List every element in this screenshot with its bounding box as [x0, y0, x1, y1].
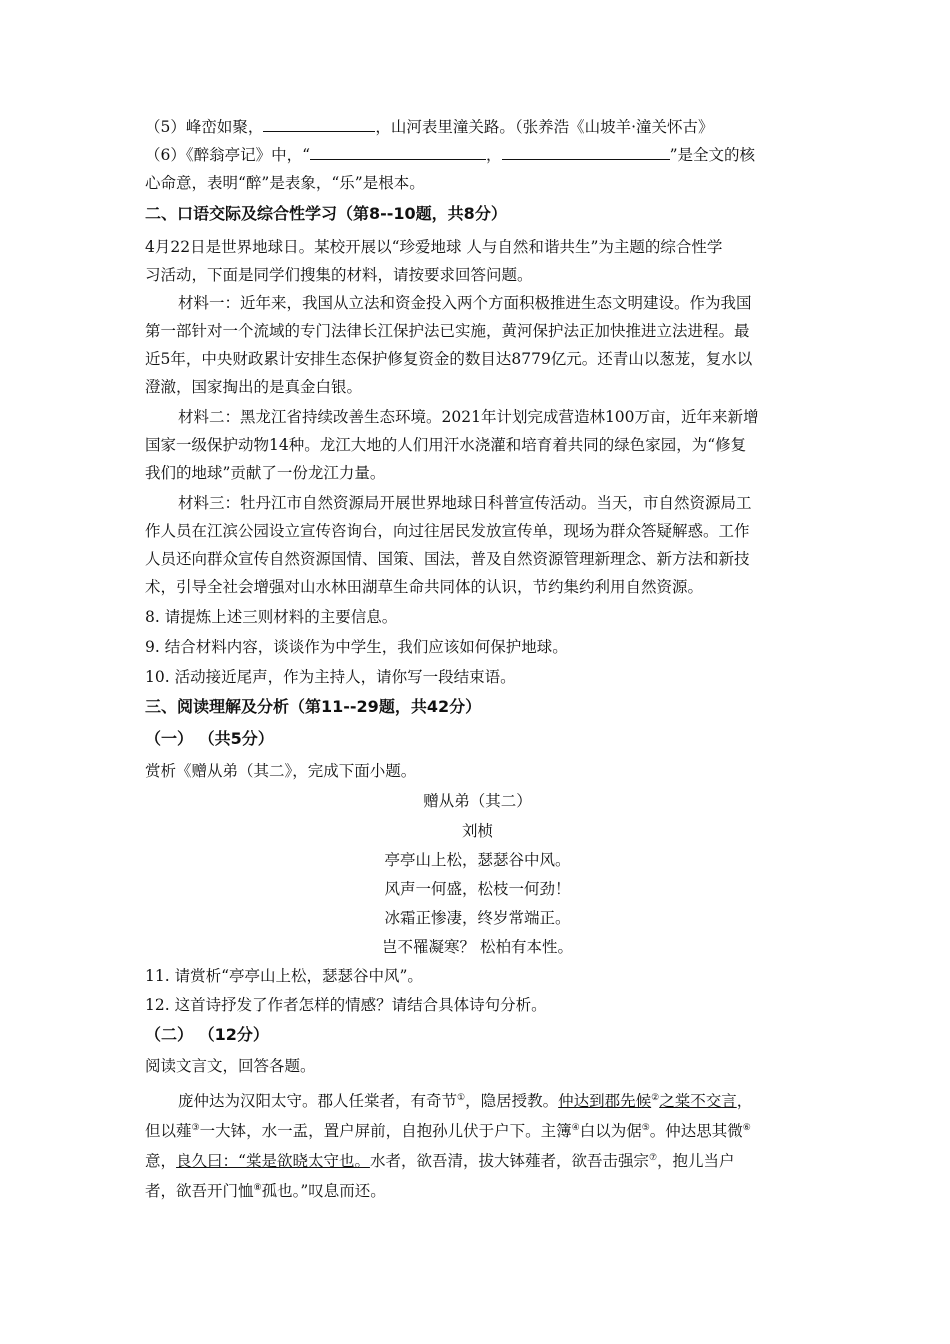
- material-1-line-2: 第一部针对一个流域的专门法律长江保护法已实施，黄河保护法正加快推进立法进程。最: [145, 322, 750, 340]
- part-1-intro: 赏析《赠从弟（其二》，完成下面小题。: [145, 762, 417, 780]
- fill-blank-q5: [145, 113, 810, 141]
- q5-blank[interactable]: [263, 113, 375, 132]
- material-1-line-3: 近5年，中央财政累计安排生态保护修复资金的数目达8779亿元。还青山以葱茏，复水以: [145, 350, 753, 368]
- note-4: ④: [571, 1123, 580, 1133]
- q5-suffix: ，山河表里潼关路。（张养浩《山坡羊·潼关怀古》: [375, 118, 714, 136]
- note-3: ③: [191, 1123, 200, 1133]
- section-2-intro-1: 4月22日是世界地球日。某校开展以“珍爱地球 人与自然和谐共生”为主题的综合性学: [145, 238, 723, 256]
- note-2: ②: [651, 1093, 660, 1103]
- poem-line-2: 风声一何盛，松枝一何劲！: [384, 880, 571, 898]
- q6-prefix: （6）《醉翁亭记》中，“: [145, 146, 311, 164]
- poem-title: 赠从弟（其二）: [423, 792, 532, 810]
- material-1-line-1: 材料一：近年来，我国从立法和资金投入两个方面积极推进生态文明建设。作为我国: [178, 294, 752, 312]
- poem-line-4: 岂不罹凝寒？ 松柏有本性。: [382, 938, 573, 956]
- poem-author: 刘桢: [461, 822, 493, 840]
- poem-line-3: 冰霜正惨凄，终岁常端正。: [384, 909, 571, 927]
- material-2-line-1: 材料二：黑龙江省持续改善生态环境。2021年计划完成营造林100万亩，近年来新增: [178, 408, 759, 426]
- material-3-line-3: 人员还向群众宣传自然资源国情、国策、国法，普及自然资源管理新理念、新方法和新技: [145, 550, 750, 568]
- question-11: 11. 请赏析“亭亭山上松，瑟瑟谷中风”。: [145, 967, 423, 985]
- part-1-title: （一） （共5分）: [145, 729, 274, 748]
- underlined-sentence-1: 仲达到郡先候: [558, 1092, 652, 1111]
- material-3-line-2: 作人员在江滨公园设立宣传咨询台，向过往居民发放宣传单，现场为群众答疑解惑。工作: [145, 522, 750, 540]
- section-2-intro-2: 习活动，下面是同学们搜集的材料，请按要求回答问题。: [145, 266, 533, 284]
- poem-line-1: 亭亭山上松，瑟瑟谷中风。: [384, 851, 571, 869]
- part-2-title: （二） （12分）: [145, 1025, 269, 1044]
- fill-blank-q6: [145, 141, 810, 169]
- q5-prefix: （5）峰峦如聚，: [145, 118, 264, 136]
- material-3-line-4: 术，引导全社会增强对山水林田湖草生命共同体的认识，节约集约利用自然资源。: [145, 578, 704, 596]
- material-3-line-1: 材料三：牡丹江市自然资源局开展世界地球日科普宣传活动。当天，市自然资源局工: [178, 494, 752, 512]
- part-2-intro: 阅读文言文，回答各题。: [145, 1057, 316, 1075]
- q6-continuation: 心命意，表明“醉”是表象，“乐”是根本。: [145, 174, 425, 192]
- q6-comma: ，: [486, 146, 502, 164]
- question-8: 8. 请提炼上述三则材料的主要信息。: [145, 608, 398, 626]
- underlined-sentence-2: 良久曰：“棠是欲晓太守也。: [176, 1152, 370, 1171]
- question-10: 10. 活动接近尾声，作为主持人，请你写一段结束语。: [145, 668, 516, 686]
- classical-text-line-2: 但以薤③一大钵，水一盂，置户屏前，自抱孙儿伏于户下。主簿④白以为倨⑤。仲达思其微⑥: [145, 1122, 751, 1141]
- note-1: ①: [457, 1093, 466, 1103]
- classical-text-line-1: 庞仲达为汉阳太守。郡人任棠者，有奇节①，隐居授教。仲达到郡先候②之棠不交言，: [178, 1092, 753, 1111]
- section-3-title: 三、阅读理解及分析（第11--29题，共42分）: [145, 697, 482, 716]
- q6-suffix: ”是全文的核: [669, 146, 755, 164]
- question-12: 12. 这首诗抒发了作者怎样的情感？请结合具体诗句分析。: [145, 996, 547, 1014]
- material-2-line-2: 国家一级保护动物14种。龙江大地的人们用汗水浇灌和培育着共同的绿色家园，为“修复: [145, 436, 747, 454]
- question-9: 9. 结合材料内容，谈谈作为中学生，我们应该如何保护地球。: [145, 638, 568, 656]
- q6-blank-2[interactable]: [502, 141, 670, 160]
- note-7: ⑦: [648, 1153, 658, 1163]
- material-2-line-3: 我们的地球”贡献了一份龙江力量。: [145, 464, 386, 482]
- note-5: ⑤: [641, 1123, 650, 1133]
- classical-text-line-3: 意，良久曰：“棠是欲晓太守也。水者，欲吾清，拔大钵薤者，欲吾击强宗⑦，抱儿当户: [145, 1152, 735, 1171]
- note-8: ⑧: [253, 1183, 262, 1193]
- section-2-title: 二、口语交际及综合性学习（第8--10题，共8分）: [145, 204, 507, 223]
- note-6: ⑥: [742, 1123, 751, 1133]
- material-1-line-4: 澄澈，国家掏出的是真金白银。: [145, 378, 363, 396]
- classical-text-line-4: 者，欲吾开门恤⑧孤也。”叹息而还。: [145, 1182, 386, 1201]
- q6-blank-1[interactable]: [310, 141, 486, 160]
